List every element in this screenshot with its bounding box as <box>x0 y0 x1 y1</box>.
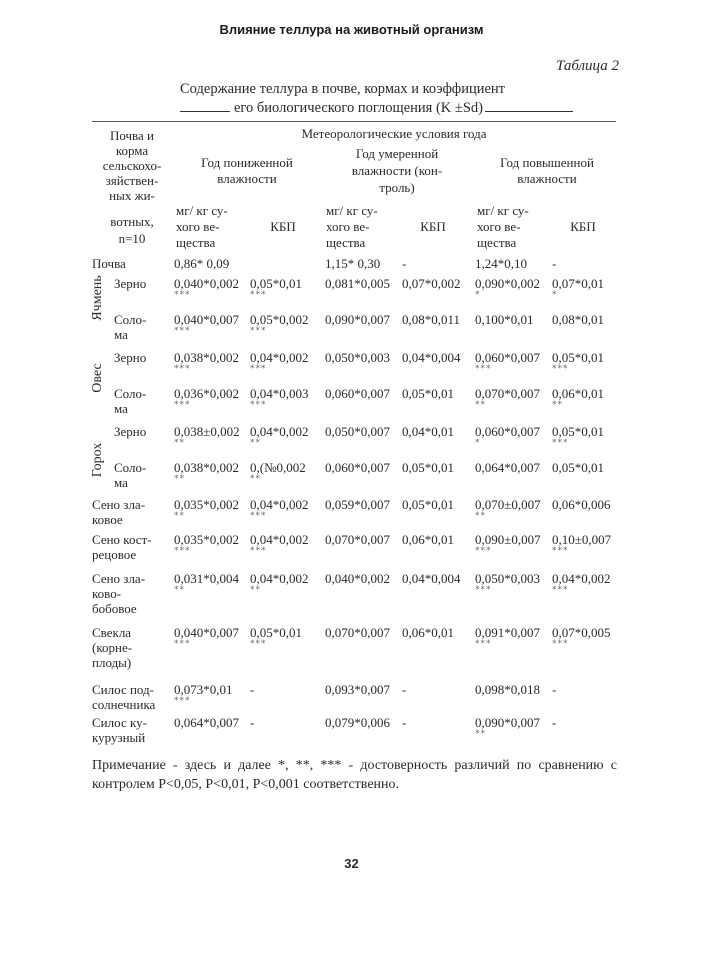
table-cell: 0,035*0,002 <box>174 532 239 547</box>
table-cell: 0,091*0,007 <box>475 625 540 640</box>
row-label: рецовое <box>92 547 137 562</box>
table-cell: 0,050*0,007 <box>325 424 390 439</box>
table-cell: 0,060*0,007 <box>475 424 540 439</box>
table-cell: 0,079*0,006 <box>325 715 390 730</box>
significance-marker: *** <box>250 639 267 649</box>
table-cell: - <box>552 682 557 697</box>
table-cell: 0,07*0,01 <box>552 276 604 291</box>
significance-marker: *** <box>174 546 191 556</box>
group-label-peas: Горох <box>90 442 105 478</box>
subheader-mg: мг/ кг су- <box>326 203 378 218</box>
significance-marker: ** <box>174 438 185 448</box>
table-cell: 0,050*0,003 <box>325 350 390 365</box>
row-header-line: ных жи- <box>109 188 155 203</box>
row-label: Зерно <box>114 276 147 291</box>
significance-marker: *** <box>475 546 492 556</box>
significance-marker: * <box>475 290 481 300</box>
row-label: солнечника <box>92 697 156 712</box>
subheader-mg: щества <box>326 235 366 250</box>
row-label: Соло- <box>114 312 147 327</box>
table-caption <box>180 80 620 118</box>
table-cell: - <box>402 682 407 697</box>
table-cell: 0,04*0,002 <box>250 571 309 586</box>
table-cell: 0,05*0,002 <box>250 312 309 327</box>
table-cell: - <box>402 715 407 730</box>
significance-marker: ** <box>250 438 261 448</box>
table-cell: 0,040*0,007 <box>174 625 239 640</box>
group-header-low-line: влажности <box>217 171 277 186</box>
significance-marker: *** <box>250 364 267 374</box>
row-label: Свекла <box>92 625 132 640</box>
table-cell: 0,05*0,01 <box>402 460 454 475</box>
row-label: Зерно <box>114 350 147 365</box>
significance-marker: *** <box>475 639 492 649</box>
table-cell: 0,86* 0,09 <box>174 256 230 271</box>
significance-marker: * <box>552 290 558 300</box>
significance-marker: *** <box>250 290 267 300</box>
table-cell: 0,08*0,01 <box>552 312 604 327</box>
table-cell: 0,073*0,01 <box>174 682 233 697</box>
table-cell: 0,035*0,002 <box>174 497 239 512</box>
table-cell: 0,064*0,007 <box>475 460 540 475</box>
table-cell: 0,093*0,007 <box>325 682 390 697</box>
significance-marker: *** <box>174 290 191 300</box>
row-label: курузный <box>92 730 146 745</box>
significance-marker: ** <box>250 474 261 484</box>
table-cell: 0,098*0,018 <box>475 682 540 697</box>
table-cell: 0,06*0,01 <box>402 532 454 547</box>
row-label: Зерно <box>114 424 147 439</box>
significance-marker: ** <box>174 474 185 484</box>
row-label: ма <box>114 327 128 342</box>
row-label: Сено зла- <box>92 571 146 586</box>
table-cell: 0,07*0,002 <box>402 276 461 291</box>
significance-marker: *** <box>475 585 492 595</box>
table-cell: 0,06*0,01 <box>552 386 604 401</box>
significance-marker: *** <box>552 546 569 556</box>
subheader-mg: мг/ кг су- <box>477 203 529 218</box>
table-cell: 1,15* 0,30 <box>325 256 381 271</box>
significance-marker: *** <box>552 585 569 595</box>
table-cell: 0,070±0,007 <box>475 497 541 512</box>
row-header-line: вотных, <box>110 214 154 229</box>
table-cell: 0,05*0,01 <box>402 497 454 512</box>
group-header-moderate-line: Год умеренной <box>355 146 439 161</box>
subheader-kbp: КБП <box>270 219 296 234</box>
significance-marker: *** <box>552 438 569 448</box>
group-header-high-line: Год повышенной <box>500 155 594 170</box>
group-header-low-line: Год пониженной <box>201 155 293 170</box>
significance-marker: ** <box>552 400 563 410</box>
table-cell: - <box>552 715 557 730</box>
significance-marker: *** <box>475 364 492 374</box>
significance-marker: *** <box>174 326 191 336</box>
significance-marker: *** <box>250 400 267 410</box>
table-cell: 0,05*0,01 <box>552 424 604 439</box>
table-top-rule <box>92 121 616 122</box>
table-cell: 0,070*0,007 <box>325 532 390 547</box>
table-cell: 0,060*0,007 <box>325 386 390 401</box>
caption-line-2 <box>180 99 620 118</box>
table-cell: 0,07*0,005 <box>552 625 611 640</box>
significance-marker: *** <box>552 639 569 649</box>
table-cell: 0,031*0,004 <box>174 571 239 586</box>
table-cell: 0,090*0,007 <box>475 715 540 730</box>
significance-marker: *** <box>174 364 191 374</box>
significance-marker: *** <box>552 364 569 374</box>
caption-line-2-text: его биологического поглощения (K ±Sd) <box>234 100 483 116</box>
row-label: ковое <box>92 512 123 527</box>
table-cell: 0,05*0,01 <box>552 350 604 365</box>
table-cell: 0,059*0,007 <box>325 497 390 512</box>
subheader-mg: щества <box>176 235 216 250</box>
row-label: Соло- <box>114 386 147 401</box>
significance-marker: *** <box>250 326 267 336</box>
table-cell: 0,04*0,01 <box>402 424 454 439</box>
subheader-kbp: КБП <box>570 219 596 234</box>
table-cell: 0,04*0,002 <box>250 497 309 512</box>
page-header: Влияние теллура на животный организм <box>219 22 484 37</box>
row-label: Силос ку- <box>92 715 147 730</box>
table-cell: 0,05*0,01 <box>402 386 454 401</box>
table-cell: 0,060*0,007 <box>325 460 390 475</box>
significance-marker: ** <box>475 511 486 521</box>
table-cell: - <box>250 682 255 697</box>
table-cell: 0,070*0,007 <box>325 625 390 640</box>
row-label: Силос под- <box>92 682 154 697</box>
table-cell: 0,05*0,01 <box>250 276 302 291</box>
significance-marker: *** <box>174 639 191 649</box>
row-label: (корне- <box>92 640 133 655</box>
table-cell: 0,08*0,011 <box>402 312 461 327</box>
significance-marker: ** <box>174 511 185 521</box>
table-cell: 0,081*0,005 <box>325 276 390 291</box>
meteo-header: Метеорологические условия года <box>301 126 487 141</box>
subheader-mg: хого ве- <box>176 219 220 234</box>
group-label-oats: Овес <box>90 363 105 393</box>
group-label-barley: Ячмень <box>90 275 105 321</box>
table-cell: 0,038±0,002 <box>174 424 240 439</box>
table-cell: 0,100*0,01 <box>475 312 534 327</box>
table-cell: 0,04*0,004 <box>402 571 461 586</box>
subheader-mg: мг/ кг су- <box>176 203 228 218</box>
row-header-line: зяйствен- <box>105 173 159 188</box>
row-header-line: n=10 <box>118 231 146 246</box>
table-cell: 0,036*0,002 <box>174 386 239 401</box>
table-cell: 0,060*0,007 <box>475 350 540 365</box>
table-cell: 0,090*0,007 <box>325 312 390 327</box>
table-cell: 0,04*0,002 <box>250 424 309 439</box>
table-cell: 0,10±0,007 <box>552 532 612 547</box>
significance-marker: *** <box>250 546 267 556</box>
table-note: Примечание - здесь и далее *, **, *** - достоверность различий по сравнению с контролем P<0,05, P<0,01, P<0,001 соответственно. <box>92 758 617 792</box>
table-cell: 0,070*0,007 <box>475 386 540 401</box>
table-cell: 0,06*0,006 <box>552 497 611 512</box>
subheader-mg: хого ве- <box>326 219 370 234</box>
table-cell: 0,04*0,002 <box>250 350 309 365</box>
row-label: бобовое <box>92 601 137 616</box>
row-label: Сено зла- <box>92 497 146 512</box>
row-label: Сено кост- <box>92 532 152 547</box>
table-cell: 0,05*0,01 <box>250 625 302 640</box>
caption-blank-left <box>180 99 230 112</box>
row-label: ма <box>114 475 128 490</box>
row-label: плоды) <box>92 655 132 670</box>
table-cell: 0,04*0,003 <box>250 386 309 401</box>
table-cell: 0,040*0,002 <box>174 276 239 291</box>
table-cell: 0,038*0,002 <box>174 460 239 475</box>
table-cell: 0,04*0,002 <box>552 571 611 586</box>
table-cell: 0,(№0,002 <box>250 460 306 475</box>
significance-marker: ** <box>475 729 486 739</box>
row-label: ково- <box>92 586 122 601</box>
significance-marker: * <box>475 438 481 448</box>
table-cell: 0,090*0,002 <box>475 276 540 291</box>
page-number: 32 <box>344 856 359 871</box>
significance-marker: *** <box>250 511 267 521</box>
table-cell: 0,038*0,002 <box>174 350 239 365</box>
subheader-mg: щества <box>477 235 517 250</box>
significance-marker: *** <box>174 696 191 706</box>
caption-line-1: Содержание теллура в почве, кормах и коэффициент <box>180 81 506 97</box>
table-number: Таблица 2 <box>556 58 619 74</box>
table-cell: 0,04*0,002 <box>250 532 309 547</box>
group-header-high-line: влажности <box>517 171 577 186</box>
row-label: Соло- <box>114 460 147 475</box>
table-cell: 0,064*0,007 <box>174 715 239 730</box>
caption-blank-right <box>485 99 573 112</box>
table-cell: 0,090±0,007 <box>475 532 541 547</box>
table-cell: 0,050*0,003 <box>475 571 540 586</box>
subheader-mg: хого ве- <box>477 219 521 234</box>
group-header-moderate-line: троль) <box>379 180 415 195</box>
significance-marker: ** <box>250 585 261 595</box>
subheader-kbp: КБП <box>420 219 446 234</box>
group-header-moderate-line: влажности (кон- <box>351 163 443 178</box>
significance-marker: ** <box>174 585 185 595</box>
table-cell: 1,24*0,10 <box>475 256 527 271</box>
table-cell: 0,05*0,01 <box>552 460 604 475</box>
row-header-line: Почва и <box>109 128 155 143</box>
table-cell: 0,04*0,004 <box>402 350 461 365</box>
table-cell: 0,06*0,01 <box>402 625 454 640</box>
table-cell: - <box>552 256 557 271</box>
table-cell: - <box>250 715 255 730</box>
row-label: ма <box>114 401 128 416</box>
row-header-line: корма <box>115 143 149 158</box>
significance-marker: ** <box>475 400 486 410</box>
table-cell: 0,040*0,007 <box>174 312 239 327</box>
row-header-line: сельскохо- <box>102 158 162 173</box>
row-label: Почва <box>92 256 126 271</box>
table-cell: 0,040*0,002 <box>325 571 390 586</box>
significance-marker: *** <box>174 400 191 410</box>
table-cell: - <box>402 256 407 271</box>
